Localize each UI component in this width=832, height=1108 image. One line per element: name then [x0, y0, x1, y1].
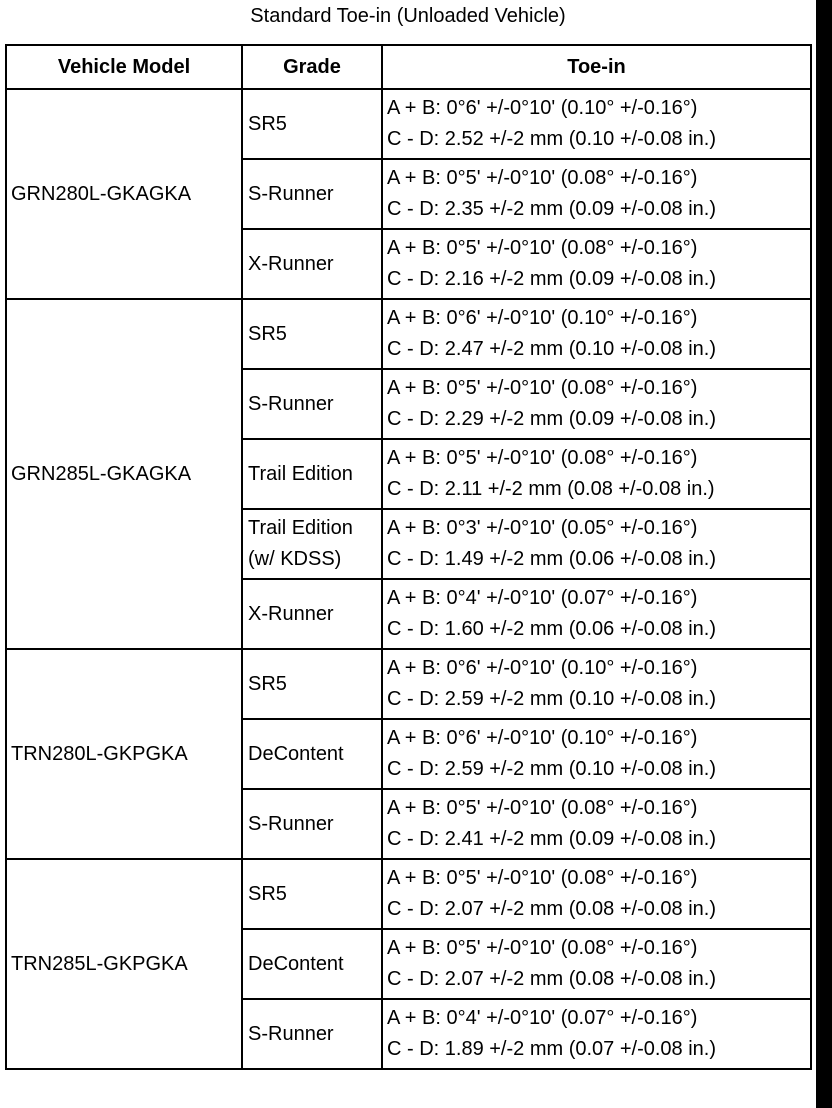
- grade-cell: [242, 509, 382, 579]
- toe-in-cell: [382, 159, 811, 229]
- toe-in-angle: A + B: 0°5' +/-0°10' (0.08° +/-0.16°): [387, 167, 698, 189]
- toe-in-angle: A + B: 0°5' +/-0°10' (0.08° +/-0.16°): [387, 447, 698, 469]
- grade-label: SR5: [248, 112, 287, 135]
- toe-in-distance: C - D: 2.41 +/-2 mm (0.09 +/-0.08 in.): [387, 828, 717, 850]
- grade-label: Trail Edition: [248, 462, 353, 485]
- grade-label: S-Runner: [248, 392, 334, 415]
- table-row: [6, 89, 811, 159]
- grade-cell: [242, 929, 382, 999]
- toe-in-cell: [382, 789, 811, 859]
- toe-in-cell: [382, 859, 811, 929]
- toe-in-angle: A + B: 0°4' +/-0°10' (0.07° +/-0.16°): [387, 587, 698, 609]
- toe-in-cell: [382, 229, 811, 299]
- toe-in-distance: C - D: 1.49 +/-2 mm (0.06 +/-0.08 in.): [387, 548, 717, 570]
- grade-label: SR5: [248, 882, 287, 905]
- toe-in-angle: A + B: 0°5' +/-0°10' (0.08° +/-0.16°): [387, 797, 698, 819]
- toe-in-angle: A + B: 0°5' +/-0°10' (0.08° +/-0.16°): [387, 377, 698, 399]
- grade-cell: [242, 229, 382, 299]
- grade-label: S-Runner: [248, 812, 334, 835]
- grade-label: DeContent: [248, 742, 344, 765]
- toe-in-cell: [382, 579, 811, 649]
- grade-cell: [242, 89, 382, 159]
- grade-cell: [242, 579, 382, 649]
- page-title: Standard Toe-in (Unloaded Vehicle): [250, 5, 566, 27]
- grade-label: SR5: [248, 322, 287, 345]
- toe-in-cell: [382, 89, 811, 159]
- toe-in-distance: C - D: 2.07 +/-2 mm (0.08 +/-0.08 in.): [387, 968, 717, 990]
- toe-in-angle: A + B: 0°5' +/-0°10' (0.08° +/-0.16°): [387, 867, 698, 889]
- toe-in-distance: C - D: 1.89 +/-2 mm (0.07 +/-0.08 in.): [387, 1038, 717, 1060]
- toe-in-angle: A + B: 0°3' +/-0°10' (0.05° +/-0.16°): [387, 517, 698, 539]
- grade-cell: [242, 439, 382, 509]
- grade-label: SR5: [248, 672, 287, 695]
- toe-in-distance: C - D: 2.35 +/-2 mm (0.09 +/-0.08 in.): [387, 198, 717, 220]
- table-row: [6, 859, 811, 929]
- toe-in-cell: [382, 999, 811, 1069]
- grade-label: S-Runner: [248, 182, 334, 205]
- header-vehicle-model: Vehicle Model: [6, 45, 242, 89]
- toe-in-cell: [382, 369, 811, 439]
- grade-cell: [242, 859, 382, 929]
- toe-in-table: [5, 44, 812, 1070]
- grade-cell: [242, 299, 382, 369]
- grade-cell: [242, 999, 382, 1069]
- toe-in-cell: [382, 439, 811, 509]
- toe-in-angle: A + B: 0°6' +/-0°10' (0.10° +/-0.16°): [387, 727, 698, 749]
- grade-label: X-Runner: [248, 602, 334, 625]
- header-grade: Grade: [242, 45, 382, 89]
- toe-in-distance: C - D: 2.59 +/-2 mm (0.10 +/-0.08 in.): [387, 688, 717, 710]
- toe-in-distance: C - D: 2.07 +/-2 mm (0.08 +/-0.08 in.): [387, 898, 717, 920]
- toe-in-distance: C - D: 2.52 +/-2 mm (0.10 +/-0.08 in.): [387, 128, 717, 150]
- grade-label: X-Runner: [248, 252, 334, 275]
- toe-in-angle: A + B: 0°6' +/-0°10' (0.10° +/-0.16°): [387, 97, 698, 119]
- vehicle-model-cell: GRN280L-GKAGKA: [6, 89, 242, 299]
- grade-label: S-Runner: [248, 1022, 334, 1045]
- toe-in-distance: C - D: 2.47 +/-2 mm (0.10 +/-0.08 in.): [387, 338, 717, 360]
- table-row: [6, 299, 811, 369]
- toe-in-cell: [382, 929, 811, 999]
- grade-cell: [242, 649, 382, 719]
- toe-in-cell: [382, 649, 811, 719]
- grade-label: DeContent: [248, 952, 344, 975]
- toe-in-angle: A + B: 0°5' +/-0°10' (0.08° +/-0.16°): [387, 937, 698, 959]
- vehicle-model-cell: GRN285L-GKAGKA: [6, 299, 242, 649]
- grade-label: Trail Edition: [248, 517, 353, 539]
- toe-in-cell: [382, 509, 811, 579]
- toe-in-cell: [382, 299, 811, 369]
- table-header-row: [6, 45, 811, 89]
- vehicle-model-cell: TRN280L-GKPGKA: [6, 649, 242, 859]
- header-toe-in: Toe-in: [382, 45, 811, 89]
- toe-in-distance: C - D: 1.60 +/-2 mm (0.06 +/-0.08 in.): [387, 618, 717, 640]
- grade-cell: [242, 719, 382, 789]
- grade-label: (w/ KDSS): [248, 548, 342, 570]
- vehicle-model-cell: TRN285L-GKPGKA: [6, 859, 242, 1069]
- table-body: [6, 89, 811, 1069]
- toe-in-angle: A + B: 0°6' +/-0°10' (0.10° +/-0.16°): [387, 657, 698, 679]
- toe-in-distance: C - D: 2.59 +/-2 mm (0.10 +/-0.08 in.): [387, 758, 717, 780]
- grade-cell: [242, 369, 382, 439]
- toe-in-angle: A + B: 0°6' +/-0°10' (0.10° +/-0.16°): [387, 307, 698, 329]
- toe-in-distance: C - D: 2.11 +/-2 mm (0.08 +/-0.08 in.): [387, 478, 715, 500]
- grade-cell: [242, 159, 382, 229]
- right-edge-bar: [816, 0, 832, 1108]
- grade-cell: [242, 789, 382, 859]
- table-row: [6, 649, 811, 719]
- toe-in-distance: C - D: 2.16 +/-2 mm (0.09 +/-0.08 in.): [387, 268, 717, 290]
- toe-in-angle: A + B: 0°5' +/-0°10' (0.08° +/-0.16°): [387, 237, 698, 259]
- toe-in-cell: [382, 719, 811, 789]
- toe-in-angle: A + B: 0°4' +/-0°10' (0.07° +/-0.16°): [387, 1007, 698, 1029]
- toe-in-distance: C - D: 2.29 +/-2 mm (0.09 +/-0.08 in.): [387, 408, 717, 430]
